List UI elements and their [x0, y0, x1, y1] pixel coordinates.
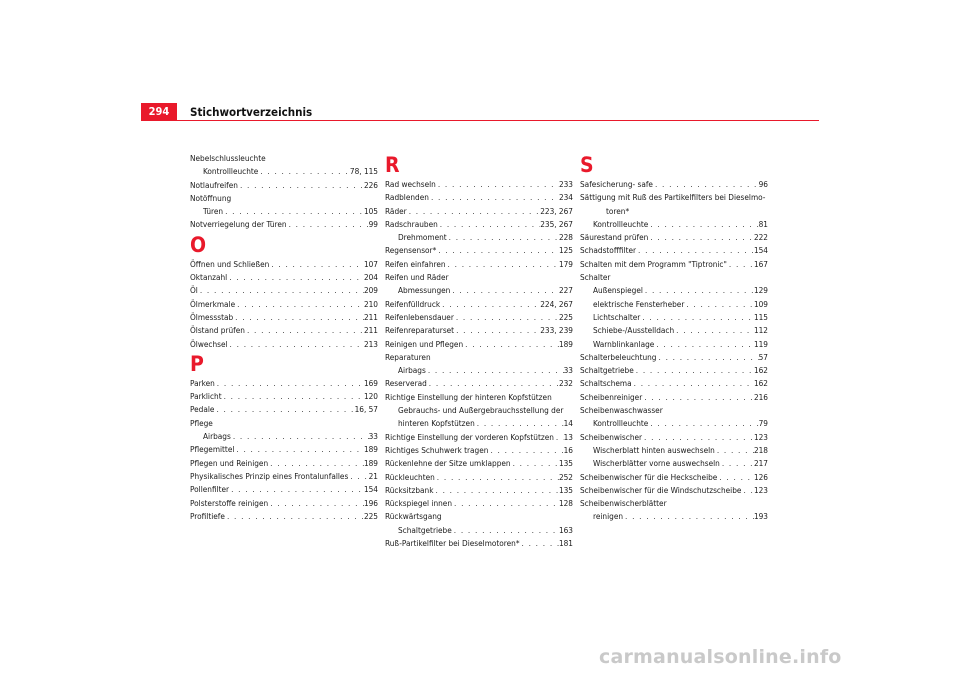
dot-leader [642, 431, 754, 444]
index-entry [385, 338, 573, 351]
index-entry [385, 311, 573, 324]
dot-leader [287, 218, 369, 231]
entry-term: Scheibenwischer für die Windschutzscheibe [580, 484, 742, 495]
index-entry [385, 457, 573, 470]
dot-leader [684, 298, 754, 311]
entry-page-ref: 115 [753, 311, 768, 322]
entry-term: Rad wechseln [385, 179, 436, 189]
dot-leader [520, 537, 559, 550]
entry-page-ref: 154 [363, 484, 378, 495]
dot-leader [475, 417, 564, 430]
index-entry [580, 244, 768, 257]
entry-page-ref: 162 [753, 365, 768, 376]
entry-page-ref: 211 [363, 311, 378, 322]
entry-term: Schadstofffilter [580, 245, 637, 256]
entry-term: Scheibenwischer für die Heckscheibe [580, 471, 718, 482]
index-entry [580, 258, 768, 271]
entry-term: Ölstand prüfen [190, 325, 245, 336]
entry-page-ref: 223, 267 [540, 205, 573, 216]
entry-term: Öl [190, 285, 198, 296]
entry-term: Lichtschalter [593, 311, 641, 322]
index-entry [190, 284, 378, 297]
entry-term: Warnblinkanlage [593, 338, 655, 349]
dot-leader [215, 377, 364, 390]
index-continuation: toren* [606, 205, 630, 216]
entry-page-ref: 78, 115 [349, 166, 378, 177]
index-entry [580, 364, 768, 377]
index-entry [190, 443, 378, 456]
entry-page-ref: 167 [753, 258, 768, 269]
entry-page-ref: 81 [758, 218, 768, 229]
index-entry [190, 470, 378, 483]
dot-leader [674, 324, 754, 337]
dot-leader [268, 457, 364, 470]
index-entry [385, 364, 573, 377]
index-entry [580, 284, 768, 297]
dot-leader [223, 205, 364, 218]
entry-term: Rücksitzbank [385, 484, 434, 495]
entry-page-ref: 112 [753, 325, 768, 336]
entry-term: Parklicht [190, 391, 222, 402]
dot-leader [434, 484, 559, 497]
entry-page-ref: 99 [368, 219, 378, 230]
entry-term: Ölmerkmale [190, 298, 236, 309]
dot-leader [634, 364, 754, 377]
page-number: 294 [141, 103, 177, 121]
index-entry [580, 431, 768, 444]
index-entry [385, 444, 573, 457]
entry-term: Säurestand prüfen [580, 232, 649, 243]
entry-term: Richtige Einstellung der vorderen Kopfstützen [385, 431, 554, 442]
dot-leader [238, 179, 364, 192]
section-letter: R [385, 153, 400, 177]
entry-term: Ruß-Partikelfilter bei Dieselmotoren* [385, 538, 520, 549]
index-entry [580, 324, 768, 337]
dot-leader [720, 457, 754, 470]
entry-term: Räder [385, 205, 407, 216]
index-entry [580, 338, 768, 351]
index-heading: Richtige Einstellung der hinteren Kopfstützen [385, 391, 552, 402]
entry-term: Regensensor* [385, 245, 437, 256]
index-entry [190, 497, 378, 510]
dot-leader [233, 311, 364, 324]
entry-page-ref: 213 [363, 338, 378, 349]
dot-leader [227, 271, 364, 284]
entry-term: Rückenlehne der Sitze umklappen [385, 458, 511, 469]
dot-leader [636, 244, 754, 257]
index-column-1 [190, 152, 378, 523]
index-entry [190, 258, 378, 271]
entry-term: reinigen [593, 511, 624, 522]
dot-leader [214, 403, 354, 416]
dot-leader [648, 231, 754, 244]
section-letter: S [580, 153, 594, 177]
entry-term: Schaltgetriebe [580, 365, 634, 376]
dot-leader [429, 191, 559, 204]
index-entry [190, 338, 378, 351]
entry-page-ref: 210 [363, 298, 378, 309]
entry-page-ref: 216 [753, 391, 768, 402]
entry-page-ref: 225 [363, 510, 378, 521]
section-letter: O [190, 232, 207, 257]
dot-leader [727, 258, 754, 271]
index-entry [580, 311, 768, 324]
index-entry [190, 218, 378, 231]
dot-leader [450, 284, 559, 297]
section-letter: P [190, 351, 204, 376]
entry-term: Parken [190, 377, 215, 388]
index-heading: Rückwärtsgang [385, 511, 442, 522]
entry-term: Öffnen und Schließen [190, 258, 270, 269]
dot-leader [258, 165, 350, 178]
dot-leader [715, 444, 754, 457]
entry-page-ref: 169 [363, 377, 378, 388]
dot-leader [554, 431, 564, 444]
entry-page-ref: 234 [558, 192, 573, 203]
dot-leader [407, 205, 541, 218]
entry-page-ref: 16, 57 [354, 404, 378, 415]
entry-page-ref: 135 [558, 458, 573, 469]
dot-leader [648, 218, 758, 231]
dot-leader [447, 231, 559, 244]
dot-leader [741, 484, 754, 497]
dot-leader [440, 298, 540, 311]
entry-page-ref: 123 [753, 484, 768, 495]
dot-leader [235, 298, 364, 311]
dot-leader [657, 351, 759, 364]
entry-page-ref: 107 [363, 258, 378, 269]
dot-leader [654, 338, 754, 351]
entry-term: elektrische Fensterheber [593, 298, 685, 309]
dot-leader [222, 390, 364, 403]
entry-term: Reifenlebensdauer [385, 311, 454, 322]
index-column-3 [580, 152, 768, 524]
entry-page-ref: 162 [753, 378, 768, 389]
entry-page-ref: 154 [753, 245, 768, 256]
entry-page-ref: 33 [368, 431, 378, 442]
entry-page-ref: 252 [558, 471, 573, 482]
entry-term: Ölmessstab [190, 311, 234, 322]
entry-term: Schiebe-/Ausstelldach [593, 325, 675, 336]
dot-leader [269, 258, 364, 271]
dot-leader [717, 471, 754, 484]
entry-page-ref: 105 [363, 206, 378, 217]
entry-page-ref: 135 [558, 484, 573, 495]
entry-term: Pedale [190, 404, 215, 415]
index-entry [190, 403, 378, 416]
dot-leader [228, 338, 364, 351]
dot-leader [198, 284, 364, 297]
index-entry [580, 298, 768, 311]
index-entry [190, 510, 378, 523]
dot-leader [348, 470, 368, 483]
entry-page-ref: 181 [558, 538, 573, 549]
index-heading: Scheibenwaschwasser [580, 405, 663, 416]
dot-leader [452, 524, 559, 537]
dot-leader [245, 324, 364, 337]
index-entry [580, 484, 768, 497]
entry-term: Schaltgetriebe [398, 524, 452, 535]
index-entry [190, 430, 378, 443]
dot-leader [653, 178, 759, 191]
entry-page-ref: 126 [753, 471, 768, 482]
index-entry [580, 457, 768, 470]
dot-leader [427, 377, 559, 390]
index-entry [580, 351, 768, 364]
entry-page-ref: 79 [758, 418, 768, 429]
entry-term: Reifenfülldruck [385, 298, 441, 309]
dot-leader [435, 471, 559, 484]
entry-term: Physikalisches Prinzip eines Frontalunfalles [190, 470, 349, 481]
index-entry [190, 179, 378, 192]
dot-leader [436, 178, 559, 191]
entry-term: Safesicherung- safe [580, 179, 653, 189]
entry-page-ref: 193 [753, 511, 768, 522]
entry-page-ref: 209 [363, 285, 378, 296]
dot-leader [488, 444, 563, 457]
entry-term: Wischerblätter vorne auswechseln [593, 458, 720, 469]
index-entry [190, 457, 378, 470]
entry-page-ref: 128 [558, 498, 573, 509]
entry-term: Außenspiegel [593, 285, 643, 296]
entry-term: Abmessungen [398, 285, 451, 296]
entry-term: Türen [203, 206, 224, 217]
entry-term: Airbags [203, 431, 231, 442]
index-heading: Sättigung mit Ruß des Partikelfilters bei Dieselmo- [580, 192, 766, 203]
index-entry [385, 231, 573, 244]
index-heading: Schalter [580, 272, 611, 283]
entry-page-ref: 109 [753, 298, 768, 309]
index-entry [580, 391, 768, 404]
entry-page-ref: 57 [758, 351, 768, 362]
index-entry [385, 524, 573, 537]
index-entry [385, 218, 573, 231]
index-entry [385, 284, 573, 297]
entry-page-ref: 233, 239 [540, 325, 573, 336]
index-entry [580, 218, 768, 231]
entry-page-ref: 233 [558, 179, 573, 189]
index-entry [385, 298, 573, 311]
entry-term: Schaltschema [580, 378, 632, 389]
dot-leader [640, 311, 754, 324]
entry-page-ref: 189 [363, 457, 378, 468]
index-entry [385, 484, 573, 497]
dot-leader [454, 324, 540, 337]
index-entry [190, 311, 378, 324]
dot-leader [454, 311, 559, 324]
entry-page-ref: 226 [363, 179, 378, 190]
dot-leader [229, 483, 364, 496]
entry-page-ref: 14 [563, 418, 573, 429]
entry-term: Kontrollleuchte [593, 418, 649, 429]
index-entry [385, 471, 573, 484]
entry-term: Pflegen und Reinigen [190, 457, 269, 468]
entry-page-ref: 196 [363, 497, 378, 508]
index-entry [385, 324, 573, 337]
index-continuation: Gebrauchs- und Außergebrauchsstellung der [398, 405, 564, 416]
page-title: Stichwortverzeichnis [190, 105, 313, 119]
entry-term: Rückleuchten [385, 471, 435, 482]
dot-leader [446, 258, 559, 271]
entry-page-ref: 123 [753, 431, 768, 442]
entry-page-ref: 119 [753, 338, 768, 349]
index-entry [580, 377, 768, 390]
entry-term: Notverriegelung der Türen [190, 219, 287, 230]
entry-page-ref: 235, 267 [540, 218, 573, 229]
entry-page-ref: 33 [563, 365, 573, 376]
dot-leader [225, 510, 364, 523]
entry-page-ref: 222 [753, 232, 768, 243]
entry-page-ref: 225 [558, 311, 573, 322]
entry-page-ref: 120 [363, 391, 378, 402]
index-heading: Pflege [190, 417, 213, 428]
entry-term: Radblenden [385, 192, 429, 203]
index-entry [580, 510, 768, 523]
entry-page-ref: 224, 267 [540, 298, 573, 309]
index-entry [385, 244, 573, 257]
entry-term: Reifen einfahren [385, 258, 446, 269]
dot-leader [268, 497, 364, 510]
entry-term: Reinigen und Pflegen [385, 338, 464, 349]
dot-leader [511, 457, 559, 470]
index-entry [190, 165, 378, 178]
dot-leader [643, 284, 754, 297]
index-entry [190, 205, 378, 218]
entry-term: Kontrollleuchte [203, 166, 259, 177]
entry-term: Radschrauben [385, 218, 438, 229]
entry-page-ref: 217 [753, 458, 768, 469]
header-rule [141, 120, 819, 121]
entry-term: Scheibenwischer [580, 431, 643, 442]
dot-leader [234, 443, 364, 456]
index-heading: Nebelschlussleuchte [190, 153, 266, 163]
entry-term: Kontrollleuchte [593, 218, 649, 229]
index-entry [385, 178, 573, 191]
entry-term: Reifenreparaturset [385, 325, 455, 336]
entry-page-ref: 129 [753, 285, 768, 296]
index-entry [580, 178, 768, 191]
entry-page-ref: 189 [558, 338, 573, 349]
entry-page-ref: 227 [558, 285, 573, 296]
entry-term: Pflegemittel [190, 444, 235, 455]
dot-leader [452, 497, 559, 510]
entry-term: Reserverad [385, 378, 427, 389]
index-entry [580, 231, 768, 244]
entry-term: Schalterbeleuchtung [580, 351, 657, 362]
entry-term: Airbags [398, 365, 426, 376]
index-heading: Reparaturen [385, 351, 431, 362]
entry-page-ref: 228 [558, 232, 573, 243]
dot-leader [463, 338, 559, 351]
entry-page-ref: 232 [558, 378, 573, 389]
entry-term: Wischerblatt hinten auswechseln [593, 444, 715, 455]
entry-page-ref: 163 [558, 524, 573, 535]
index-entry [190, 324, 378, 337]
index-entry [385, 537, 573, 550]
index-entry [190, 483, 378, 496]
entry-term: Polsterstoffe reinigen [190, 497, 269, 508]
entry-term: Ölwechsel [190, 338, 228, 349]
entry-page-ref: 125 [558, 245, 573, 256]
index-entry [580, 444, 768, 457]
entry-page-ref: 21 [368, 470, 378, 481]
dot-leader [438, 218, 540, 231]
dot-leader [648, 417, 758, 430]
entry-page-ref: 16 [563, 444, 573, 455]
entry-page-ref: 13 [563, 431, 573, 442]
entry-term: Notlaufreifen [190, 179, 238, 190]
index-entry [385, 205, 573, 218]
index-heading: Scheibenwischerblätter [580, 498, 667, 509]
watermark: carmanualsonline.info [599, 646, 842, 668]
index-entry [385, 431, 573, 444]
entry-page-ref: 204 [363, 272, 378, 283]
index-entry [190, 298, 378, 311]
entry-page-ref: 211 [363, 325, 378, 336]
dot-leader [632, 377, 754, 390]
entry-term: Scheibenreiniger [580, 391, 643, 402]
entry-term: Rückspiegel innen [385, 498, 453, 509]
index-entry [190, 271, 378, 284]
index-entry [580, 471, 768, 484]
index-entry [190, 377, 378, 390]
index-column-2 [385, 152, 573, 550]
entry-page-ref: 218 [753, 444, 768, 455]
dot-leader [623, 510, 754, 523]
entry-term: Drehmoment [398, 232, 447, 243]
entry-term: Oktanzahl [190, 272, 228, 283]
dot-leader [426, 364, 564, 377]
index-entry [385, 258, 573, 271]
entry-term: Pollenfilter [190, 484, 230, 495]
entry-page-ref: 179 [558, 258, 573, 269]
dot-leader [642, 391, 754, 404]
entry-term: hinteren Kopfstützen [398, 418, 475, 429]
dot-leader [231, 430, 369, 443]
index-entry [580, 417, 768, 430]
entry-page-ref: 189 [363, 444, 378, 455]
index-heading: Notöffnung [190, 192, 232, 203]
index-entry [190, 390, 378, 403]
entry-term: Schalten mit dem Programm "Tiptronic" [580, 258, 727, 269]
index-entry [385, 417, 573, 430]
entry-term: Richtiges Schuhwerk tragen [385, 444, 489, 455]
index-entry [385, 497, 573, 510]
index-entry [385, 191, 573, 204]
entry-term: Profiltiefe [190, 510, 225, 521]
index-entry [385, 377, 573, 390]
index-heading: Reifen und Räder [385, 272, 449, 283]
entry-page-ref: 96 [758, 179, 768, 189]
dot-leader [436, 244, 559, 257]
